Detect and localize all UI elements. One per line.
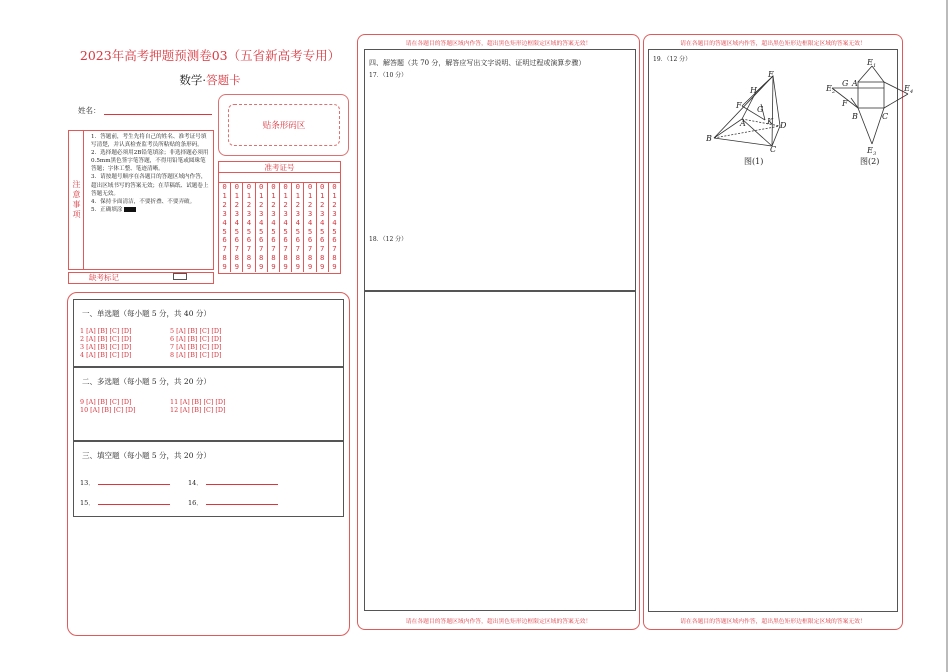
admission-digit-bubble[interactable]: 9 <box>332 262 337 272</box>
admission-digit-bubble[interactable]: 4 <box>295 217 301 227</box>
admission-digit-bubble[interactable]: 4 <box>234 217 239 227</box>
admission-digit-bubble[interactable]: 8 <box>332 253 337 263</box>
choice-item[interactable]: 5 [A] [B] [C] [D] <box>170 327 222 335</box>
admission-digit-bubble[interactable]: 5 <box>295 226 301 236</box>
admission-digit-bubble[interactable]: 0 <box>307 182 313 191</box>
figure-label: F <box>842 99 848 108</box>
choice-item[interactable]: 12 [A] [B] [C] [D] <box>170 406 226 414</box>
figure-1-caption: 图(1) <box>744 157 764 166</box>
figure-label: E <box>768 70 774 79</box>
admission-digit-bubble[interactable]: 8 <box>320 253 325 263</box>
admission-digit-bubble[interactable]: 4 <box>307 217 313 227</box>
admission-digit-bubble[interactable]: 5 <box>222 226 227 236</box>
admission-digit-bubble[interactable]: 0 <box>222 182 227 191</box>
admission-digit-bubble[interactable]: 8 <box>234 253 239 263</box>
admission-digit-bubble[interactable]: 8 <box>222 253 227 263</box>
subtitle-main: 数学· <box>179 73 207 87</box>
admission-digit-bubble[interactable]: 9 <box>271 262 276 272</box>
figure-label: K <box>767 117 773 126</box>
admission-digit-bubble[interactable]: 3 <box>307 208 313 218</box>
svg-text:4: 4 <box>910 89 914 95</box>
barcode-area: 贴条形码区 <box>228 104 340 146</box>
admission-digit-bubble[interactable]: 2 <box>271 199 276 209</box>
admission-digit-bubble[interactable]: 2 <box>307 199 313 209</box>
admission-digit-bubble[interactable]: 8 <box>259 253 264 263</box>
choice-item[interactable]: 3 [A] [B] [C] [D] <box>80 343 132 351</box>
geometry-figure-1 <box>706 68 788 152</box>
admission-digit-bubble[interactable]: 7 <box>295 244 301 254</box>
admission-digit-bubble[interactable]: 5 <box>307 226 313 236</box>
admission-digit-bubble[interactable]: 4 <box>332 217 337 227</box>
multi-choice-section <box>73 367 344 441</box>
solve-area-17[interactable] <box>364 49 636 291</box>
page-title: 2023年高考押题预测卷03（五省新高考专用） <box>79 48 341 63</box>
section-title: 二、多选题（每小题 5 分，共 20 分） <box>82 377 211 386</box>
notice-item: 3．请按题号顺序在各题目的答题区域内作答，超出区域书写的答案无效；在草稿纸、试题卷上答题无效。 <box>91 174 209 197</box>
admission-digit-bubble[interactable]: 4 <box>246 217 252 227</box>
notice-list <box>91 133 211 214</box>
admission-digit-bubble[interactable]: 5 <box>259 226 264 236</box>
notice-item: 2．选择题必须用2B铅笔填涂；非选择题必须用0.5mm黑色签字笔答题，不得用铅笔或圆珠笔答题；字体工整、笔迹清晰。 <box>91 150 209 173</box>
admission-digit-bubble[interactable]: 4 <box>320 217 325 227</box>
admission-digit-column <box>256 183 268 272</box>
figure-label: E <box>867 58 873 67</box>
admission-digit-bubble[interactable]: 4 <box>259 217 264 227</box>
notice-label: 注意事项 <box>69 131 84 269</box>
figure-label: E <box>904 84 910 93</box>
warning-top: 请在各题目的答题区域内作答，超出黑色矩形边框限定区域的答案无效！ <box>680 41 866 47</box>
subtitle <box>60 72 360 88</box>
admission-digit-bubble[interactable]: 7 <box>307 244 313 254</box>
admission-digit-bubble[interactable]: 9 <box>320 262 325 272</box>
admission-digit-bubble[interactable]: 1 <box>246 190 252 200</box>
admission-digit-column <box>231 183 243 272</box>
admission-digit-bubble[interactable]: 1 <box>271 190 276 200</box>
admission-digit-bubble[interactable]: 9 <box>307 262 313 272</box>
fill-answer-line[interactable] <box>98 504 170 505</box>
page-edge <box>946 0 948 672</box>
notice-box <box>68 130 214 270</box>
figure-label: G <box>842 79 849 88</box>
choice-item[interactable]: 9 [A] [B] [C] [D] <box>80 398 132 406</box>
absent-mark-row <box>68 272 214 284</box>
fill-item: 16． <box>188 498 278 507</box>
admission-digit-bubble[interactable]: 2 <box>332 199 337 209</box>
svg-text:2: 2 <box>832 89 836 95</box>
admission-digit-bubble[interactable]: 2 <box>222 199 227 209</box>
question-17-label: 17．（10 分） <box>369 72 408 79</box>
figure-label: A <box>852 79 858 88</box>
admission-digit-bubble[interactable]: 7 <box>283 244 288 254</box>
admission-digit-bubble[interactable]: 3 <box>295 208 301 218</box>
warning-bottom: 请在各题目的答题区域内作答，超出黑色矩形边框限定区域的答案无效！ <box>405 619 592 625</box>
admission-digit-bubble[interactable]: 0 <box>246 182 252 191</box>
absent-mark-box[interactable] <box>173 273 187 280</box>
admission-digit-bubble[interactable]: 4 <box>271 217 276 227</box>
choice-item[interactable]: 6 [A] [B] [C] [D] <box>170 335 222 343</box>
admission-digit-bubble[interactable]: 6 <box>320 235 325 245</box>
admission-digit-bubble[interactable]: 2 <box>320 199 325 209</box>
admission-digit-bubble[interactable]: 0 <box>259 182 264 191</box>
admission-digit-bubble[interactable]: 5 <box>283 226 288 236</box>
figure-2-caption: 图(2) <box>860 157 880 166</box>
admission-digit-bubble[interactable]: 5 <box>332 226 337 236</box>
admission-digit-bubble[interactable]: 6 <box>222 235 227 245</box>
admission-digit-bubble[interactable]: 3 <box>234 208 239 218</box>
question-19-label: 19．（12 分） <box>653 56 692 63</box>
fill-answer-line[interactable] <box>206 504 278 505</box>
admission-digit-bubble[interactable]: 2 <box>246 199 252 209</box>
fill-answer-line[interactable] <box>98 484 170 485</box>
admission-digit-bubble[interactable]: 9 <box>295 262 301 272</box>
choice-item[interactable]: 8 [A] [B] [C] [D] <box>170 351 222 359</box>
figure-label: A <box>740 119 746 128</box>
admission-digit-bubble[interactable]: 7 <box>271 244 276 254</box>
admission-digit-bubble[interactable]: 1 <box>307 190 313 200</box>
admission-digit-bubble[interactable]: 4 <box>222 217 227 227</box>
notice-item: 4．保持卡面清洁，不要折叠、不要弄破。 <box>91 198 196 205</box>
admission-digit-bubble[interactable]: 4 <box>283 217 288 227</box>
choice-item[interactable]: 7 [A] [B] [C] [D] <box>170 343 222 351</box>
admission-digit-bubble[interactable]: 3 <box>246 208 252 218</box>
name-label: 姓名： <box>78 106 101 115</box>
svg-text:1: 1 <box>873 63 877 69</box>
admission-digit-bubble[interactable]: 1 <box>283 190 288 200</box>
admission-digit-bubble[interactable]: 6 <box>332 235 337 245</box>
admission-digit-bubble[interactable]: 8 <box>246 253 252 263</box>
warning-top: 请在各题目的答题区域内作答，超出黑色矩形边框限定区域的答案无效！ <box>405 41 592 47</box>
geometry-figure-2 <box>822 58 916 156</box>
admission-digit-bubble[interactable]: 2 <box>283 199 288 209</box>
solve-section-title: 四、解答题（共 70 分，解答应写出文字说明、证明过程或演算步骤） <box>369 59 586 67</box>
single-choice-section <box>73 299 344 367</box>
admission-digit-bubble[interactable]: 6 <box>271 235 276 245</box>
choice-item[interactable]: 1 [A] [B] [C] [D] <box>80 327 132 335</box>
figure-label: G <box>757 105 764 114</box>
admission-digit-bubble[interactable]: 6 <box>283 235 288 245</box>
admission-digit-bubble[interactable]: 2 <box>259 199 264 209</box>
admission-digit-column <box>317 183 329 272</box>
fill-blank-section <box>73 441 344 517</box>
admission-digit-column <box>268 183 280 272</box>
admission-digit-bubble[interactable]: 9 <box>246 262 252 272</box>
notice-item-fill-example: 5．正确填涂 <box>91 206 211 214</box>
admission-digit-column <box>243 183 255 272</box>
filled-mark-example <box>124 207 136 212</box>
figure-label: C <box>770 145 777 152</box>
admission-number-grid <box>218 161 341 274</box>
svg-text:3: 3 <box>873 151 877 156</box>
admission-digit-bubble[interactable]: 9 <box>259 262 264 272</box>
admission-number-columns <box>219 183 340 272</box>
admission-digit-bubble[interactable]: 3 <box>332 208 337 218</box>
choice-item[interactable]: 11 [A] [B] [C] [D] <box>170 398 226 406</box>
figure-label: C <box>882 112 889 121</box>
admission-digit-bubble[interactable]: 3 <box>259 208 264 218</box>
admission-digit-bubble[interactable]: 1 <box>234 190 239 200</box>
admission-digit-bubble[interactable]: 3 <box>271 208 276 218</box>
admission-digit-bubble[interactable]: 7 <box>222 244 227 254</box>
admission-digit-bubble[interactable]: 0 <box>320 182 325 191</box>
admission-digit-column <box>329 183 340 272</box>
admission-digit-bubble[interactable]: 0 <box>332 182 337 191</box>
admission-digit-bubble[interactable]: 5 <box>234 226 239 236</box>
admission-digit-bubble[interactable]: 0 <box>234 182 239 191</box>
admission-digit-bubble[interactable]: 8 <box>283 253 288 263</box>
figure-label: F <box>736 101 742 110</box>
admission-digit-bubble[interactable]: 1 <box>259 190 264 200</box>
admission-digit-bubble[interactable]: 7 <box>234 244 239 254</box>
admission-digit-bubble[interactable]: 6 <box>307 235 313 245</box>
figure-label: B <box>852 112 858 121</box>
admission-digit-bubble[interactable]: 9 <box>234 262 239 272</box>
figure-label: E <box>867 146 873 155</box>
figure-label: D <box>780 121 787 130</box>
admission-digit-bubble[interactable]: 8 <box>295 253 301 263</box>
admission-digit-bubble[interactable]: 3 <box>320 208 325 218</box>
admission-digit-bubble[interactable]: 5 <box>271 226 276 236</box>
fill-answer-line[interactable] <box>206 484 278 485</box>
solve-area-18[interactable] <box>364 291 636 611</box>
fill-item: 15． <box>80 498 170 507</box>
admission-digit-bubble[interactable]: 7 <box>259 244 264 254</box>
choice-item[interactable]: 2 [A] [B] [C] [D] <box>80 335 132 343</box>
admission-digit-bubble[interactable]: 7 <box>332 244 337 254</box>
fill-item: 14． <box>188 478 278 487</box>
admission-digit-bubble[interactable]: 6 <box>295 235 301 245</box>
admission-digit-bubble[interactable]: 8 <box>307 253 313 263</box>
admission-digit-bubble[interactable]: 8 <box>271 253 276 263</box>
admission-digit-bubble[interactable]: 3 <box>222 208 227 218</box>
admission-digit-bubble[interactable]: 1 <box>320 190 325 200</box>
subtitle-accent: 答题卡 <box>206 73 241 87</box>
admission-digit-bubble[interactable]: 2 <box>295 199 301 209</box>
section-title: 三、填空题（每小题 5 分，共 20 分） <box>82 451 211 460</box>
admission-number-title: 准考证号 <box>219 162 340 173</box>
absent-mark-label: 缺考标记 <box>89 273 119 282</box>
choice-item[interactable]: 4 [A] [B] [C] [D] <box>80 351 132 359</box>
admission-digit-bubble[interactable]: 6 <box>234 235 239 245</box>
admission-digit-bubble[interactable]: 7 <box>320 244 325 254</box>
admission-digit-bubble[interactable]: 0 <box>271 182 276 191</box>
admission-digit-bubble[interactable]: 6 <box>259 235 264 245</box>
admission-digit-column <box>292 183 304 272</box>
admission-digit-bubble[interactable]: 7 <box>246 244 252 254</box>
admission-digit-bubble[interactable]: 2 <box>234 199 239 209</box>
name-field[interactable] <box>104 114 212 115</box>
admission-digit-bubble[interactable]: 1 <box>295 190 301 200</box>
admission-digit-bubble[interactable]: 5 <box>246 226 252 236</box>
admission-digit-column <box>280 183 292 272</box>
admission-digit-bubble[interactable]: 9 <box>222 262 227 272</box>
admission-digit-bubble[interactable]: 6 <box>246 235 252 245</box>
admission-digit-bubble[interactable]: 3 <box>283 208 288 218</box>
admission-digit-bubble[interactable]: 5 <box>320 226 325 236</box>
figure-label: H <box>750 86 757 95</box>
warning-bottom: 请在各题目的答题区域内作答，超出黑色矩形边框限定区域的答案无效！ <box>680 619 866 625</box>
objective-answer-area <box>67 292 350 636</box>
admission-digit-column <box>304 183 316 272</box>
notice-item: 1．答题前，考生先将自己的姓名、准考证号填写清楚，并认真检查监考员所粘贴的条形码。 <box>91 134 207 149</box>
admission-digit-column <box>219 183 231 272</box>
question-18-label: 18．（12 分） <box>369 236 408 243</box>
section-title: 一、单选题（每小题 5 分，共 40 分） <box>82 309 211 318</box>
admission-digit-bubble[interactable]: 1 <box>222 190 227 200</box>
admission-digit-bubble[interactable]: 9 <box>283 262 288 272</box>
fill-item: 13． <box>80 478 170 487</box>
admission-digit-bubble[interactable]: 0 <box>283 182 288 191</box>
figure-label: B <box>706 134 712 143</box>
admission-digit-bubble[interactable]: 1 <box>332 190 337 200</box>
figure-label: E <box>826 84 832 93</box>
admission-digit-bubble[interactable]: 0 <box>295 182 301 191</box>
choice-item[interactable]: 10 [A] [B] [C] [D] <box>80 406 136 414</box>
